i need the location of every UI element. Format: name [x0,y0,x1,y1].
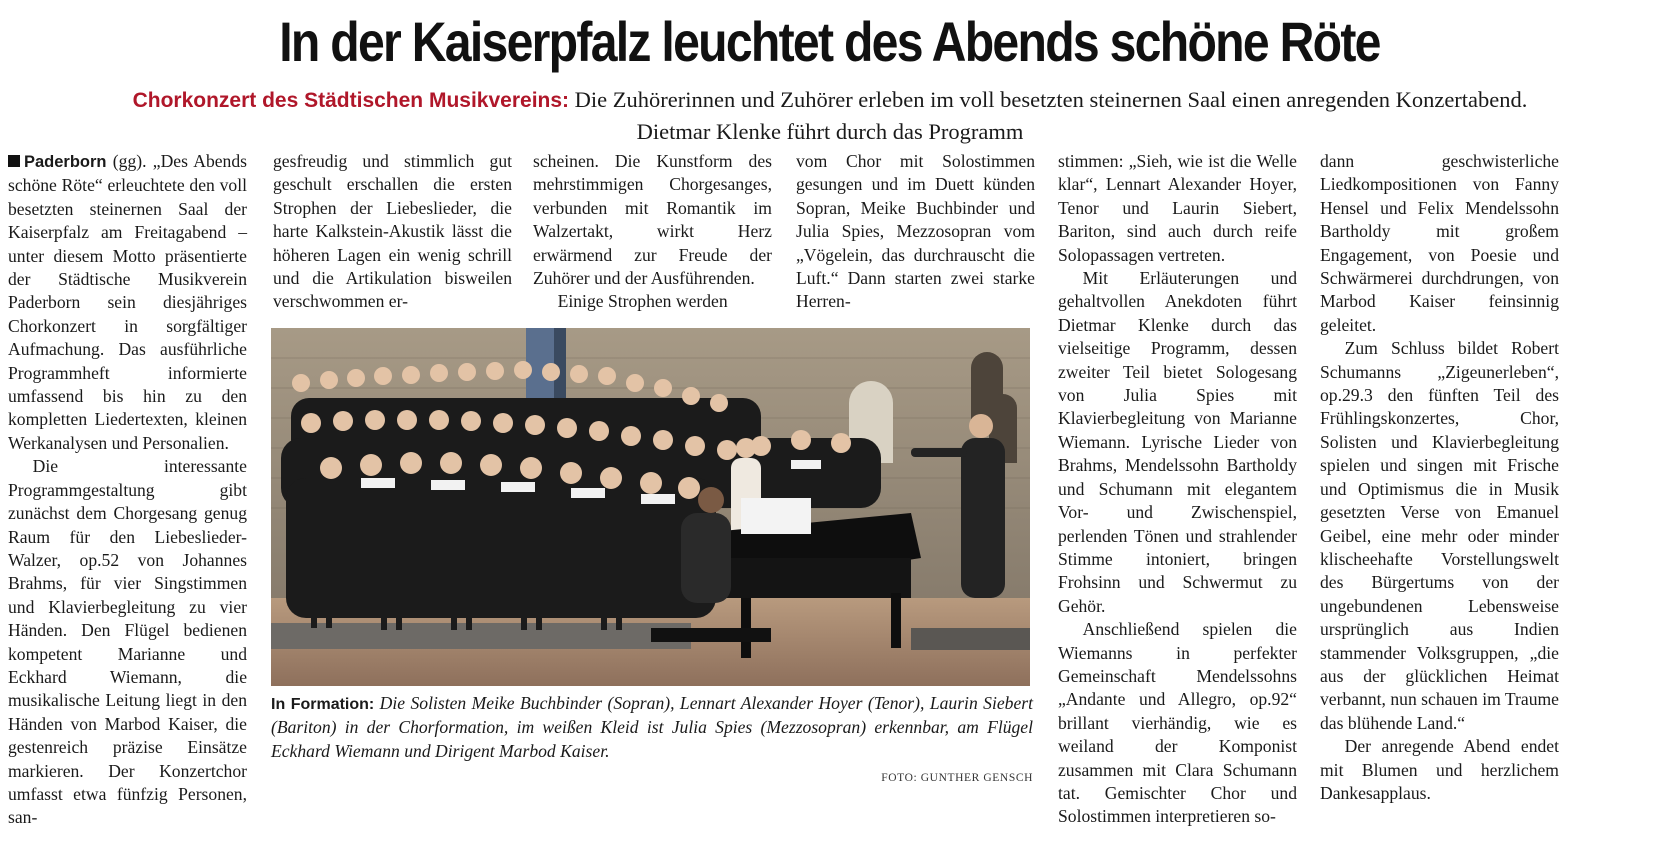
dateline-square-icon [8,155,20,167]
choir-photo-illustration [271,328,1030,686]
article-column-2 [273,150,512,314]
article-column-5 [1058,150,1297,829]
paragraph: Einige Strophen werden [557,291,728,312]
article-column-4 [796,150,1035,314]
caption-text: Die Solisten Meike Buchbinder (Sopran), Lennart Alexander Hoyer (Tenor), Laurin Siebert (Bariton) in der Chorformation, im weißen Kleid ist Julia Spies (Mezzosopran) erkennbar, am Flügel Eckhard Wiemann und Dirigent Marbod Kaiser. [271,693,1033,761]
headline: In der Kaiserpfalz leuchtet des Abends schöne Röte [279,10,1380,73]
paragraph: Anschließend spielen die Wiemanns in perfekter Gemeinschaft Mendelssohns „Andante und Allegro, op.92“ brillant vierhändig, wie es weiland der Komponist zusammen mit Clara Schumann tat. Gemischter Chor und Solostimmen interpretieren so- [1058,619,1297,827]
paragraph: Der anregende Abend endet mit Blumen und herzlichem Dankesapplaus. [1320,736,1559,803]
paragraph: Mit Erläuterungen und gehaltvollen Anekdoten führt Dietmar Klenke durch das vielseitige Programm, dessen zweiter Teil bietet Sologesang von Julia Spies mit Klavierbegleitung von Marianne Wiemann. Lyrische Lieder von Brahms, Mendelssohn Bartholdy und Schumann mit elegantem Vor- und Zwischenspiel, perlenden Tönen und strahlender Stimme intoniert, bringen Frohsinn und Schwermut zu Gehör. [1058,268,1297,616]
paragraph: (gg). „Des Abends schöne Röte“ erleuchtete den voll besetzten steinernen Saal der Kaiserpfalz am Freitagabend – unter diesem Motto präsentierte der Städtische Musikverein Paderborn sein diesjähriges Chorkonzert in sorgfältiger Aufmachung. Das ausführliche Programmheft informierte umfassend bis hin zu den kompletten Liedertexten, kleinen Werkanalysen und Personalien. [8,151,247,453]
photo-credit: FOTO: GUNTHER GENSCH [881,772,1033,784]
paragraph: gesfreudig und stimmlich gut geschult erschallen die ersten Strophen der Liebeslieder, die harte Kalkstein-Akustik lässt die höheren Lagen ein wenig schrill und die Artikulation bisweilen verschwommen er- [273,151,512,312]
article-column-6 [1320,150,1559,805]
paragraph: dann geschwisterliche Liedkompositionen von Fanny Hensel und Felix Mendelssohn Bartholdy mit großem Engagement, von Poesie und Schwärmerei durchdrungen, von Marbod Kaiser feinsinnig geleitet. [1320,151,1559,335]
paragraph: Die interessante Programmgestaltung gibt zunächst dem Chorgesang genug Raum für den Liebeslieder-Walzer, op.52 von Johannes Brahms, für vier Singstimmen und Klavierbegleitung zu vier Händen. Den Flügel bedienen kompetent Marianne und Eckhard Wiemann, die musikalische Leitung liegt in den Händen von Marbod Kaiser, die gestenreich präzise Einsätze markieren. Der Konzertchor umfasst etwa fünfzig Personen, san- [8,456,247,828]
photo-caption [271,692,1033,763]
subheadline [120,84,1540,147]
paragraph: vom Chor mit Solostimmen gesungen und im Duett künden Sopran, Meike Buchbinder und Julia Spies, Mezzosopran vom „Vögelein, das durchrauscht die Luft.“ Dann starten zwei starke Herren- [796,151,1035,312]
caption-lead: In Formation: [271,696,375,713]
article-column-3 [533,150,772,314]
subhead-kicker: Chorkonzert des Städtischen Musikvereins: [132,89,570,112]
subhead-text: Die Zuhörerinnen und Zuhörer erleben im voll besetzten steinernen Saal einen anregenden Konzertabend. Dietmar Klenke führt durch das Programm [569,87,1528,144]
paragraph: stimmen: „Sieh, wie ist die Welle klar“, Lennart Alexander Hoyer, Tenor und Laurin Siebert, Bariton, sind auch durch reife Solopassagen vertreten. [1058,151,1297,265]
dateline: Paderborn [24,153,107,171]
article-column-1 [8,150,247,830]
paragraph: scheinen. Die Kunstform des mehrstimmigen Chorgesanges, verbunden mit Romantik im Walzertakt, wirkt Herz erwärmend zur Freude der Zuhörer und der Ausführenden. [533,151,772,289]
paragraph: Zum Schluss bildet Robert Schumanns „Zigeunerleben“, op.29.3 den fünften Teil des Frühlingskonzertes, Chor, Solisten und Klavierbegleitung spielen und singen mit Frische und Optimismus die in Musik gesetzten Verse von Emanuel Geibel, eine mehr oder minder klischeehafte Vorstellungswelt des Bürgertums von der ungebundenen Lebensweise ursprünglich aus Indien stammender Volksgruppen, „die aus der glücklichen Heimat verbannt, nun schauen im Traume das blühende Land.“ [1320,338,1559,733]
choir-photo [271,328,1030,686]
